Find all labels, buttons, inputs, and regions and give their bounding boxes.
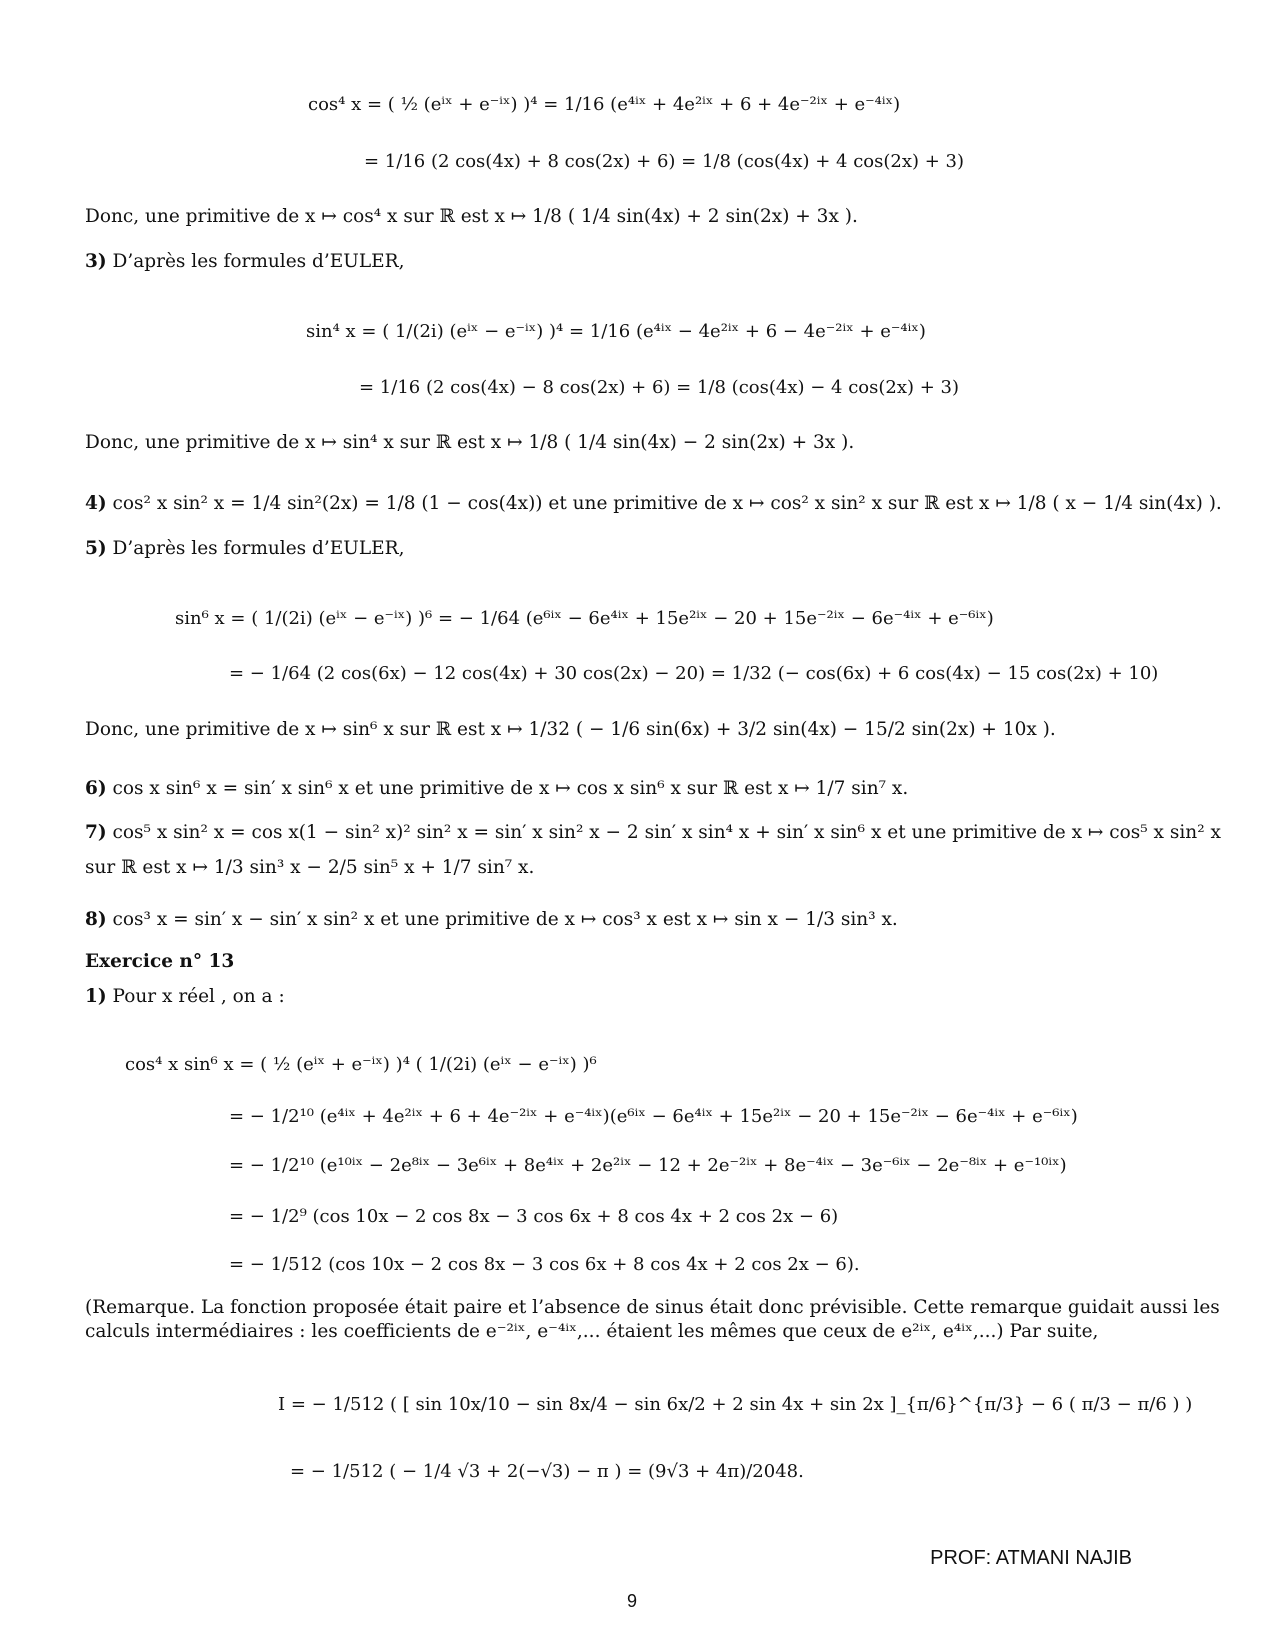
exercise-13-heading: [85, 950, 1275, 974]
sin6-expansion-line-1: sin⁶ x = ( 1/(2i) (eⁱˣ − e⁻ⁱˣ) )⁶ = − 1/64 (e⁶ⁱˣ − 6e⁴ⁱˣ + 15e²ⁱˣ − 20 + 15e⁻²ⁱˣ − 6e⁻⁴ⁱˣ + e⁻⁶ⁱˣ): [175, 608, 994, 629]
sin4-expansion-line-2: = 1/16 (2 cos(4x) − 8 cos(2x) + 6) = 1/8 (cos(4x) − 4 cos(2x) + 3): [359, 377, 959, 398]
question-4: [85, 492, 1275, 516]
cos4-expansion-line-1: cos⁴ x = ( ½ (eⁱˣ + e⁻ⁱˣ) )⁴ = 1/16 (e⁴ⁱˣ + 4e²ⁱˣ + 6 + 4e⁻²ⁱˣ + e⁻⁴ⁱˣ): [308, 94, 901, 115]
product-expansion-line-2: = − 1/2¹⁰ (e⁴ⁱˣ + 4e²ⁱˣ + 6 + 4e⁻²ⁱˣ + e⁻⁴ⁱˣ)(e⁶ⁱˣ − 6e⁴ⁱˣ + 15e²ⁱˣ − 20 + 15e⁻²ⁱˣ − 6e⁻⁴ⁱˣ + e⁻⁶ⁱˣ): [229, 1106, 1078, 1127]
product-expansion-line-5: = − 1/512 (cos 10x − 2 cos 8x − 3 cos 6x + 8 cos 4x + 2 cos 2x − 6).: [229, 1254, 860, 1275]
question-7-line-1: [85, 821, 1275, 845]
sin6-expansion-line-2: = − 1/64 (2 cos(6x) − 12 cos(4x) + 30 cos(2x) − 20) = 1/32 (− cos(6x) + 6 cos(4x) − 15 cos(2x) + 10): [229, 663, 1159, 684]
question-5: [85, 537, 1275, 561]
remark-line-2: calculs intermédiaires : les coefficients de e⁻²ⁱˣ, e⁻⁴ⁱˣ,... étaient les mêmes que ceux de e²ⁱˣ, e⁴ⁱˣ,...) Par suite,: [85, 1321, 1099, 1342]
question-number: 7): [85, 822, 107, 843]
sin4-expansion-line-1: sin⁴ x = ( 1/(2i) (eⁱˣ − e⁻ⁱˣ) )⁴ = 1/16 (e⁴ⁱˣ − 4e²ⁱˣ + 6 − 4e⁻²ⁱˣ + e⁻⁴ⁱˣ): [306, 321, 926, 342]
question-number: 5): [85, 538, 107, 559]
product-expansion-line-1: cos⁴ x sin⁶ x = ( ½ (eⁱˣ + e⁻ⁱˣ) )⁴ ( 1/(2i) (eⁱˣ − e⁻ⁱˣ) )⁶: [125, 1054, 597, 1075]
integral-line-2: = − 1/512 ( − 1/4 √3 + 2(−√3) − π ) = (9√3 + 4π)/2048.: [290, 1461, 804, 1482]
question-number: 6): [85, 778, 107, 799]
question-7-line-2: sur ℝ est x ↦ 1/3 sin³ x − 2/5 sin⁵ x + 1/7 sin⁷ x.: [85, 857, 535, 878]
product-expansion-line-4: = − 1/2⁹ (cos 10x − 2 cos 8x − 3 cos 6x + 8 cos 4x + 2 cos 2x − 6): [229, 1206, 839, 1227]
question-number: 8): [85, 909, 107, 930]
exercise-title: Exercice n° 13: [85, 951, 235, 972]
question-8: [85, 908, 1275, 932]
question-text: cos³ x = sin′ x − sin′ x sin² x et une primitive de x ↦ cos³ x est x ↦ sin x − 1/3 sin³ x.: [112, 909, 898, 930]
question-6: [85, 777, 1275, 801]
cos4-expansion-line-2: = 1/16 (2 cos(4x) + 8 cos(2x) + 6) = 1/8 (cos(4x) + 4 cos(2x) + 3): [364, 151, 964, 172]
question-text: cos x sin⁶ x = sin′ x sin⁶ x et une primitive de x ↦ cos x sin⁶ x sur ℝ est x ↦ 1/7 sin⁷ x.: [112, 778, 909, 799]
page-number: 9: [627, 1591, 638, 1611]
cos4-primitive-conclusion: Donc, une primitive de x ↦ cos⁴ x sur ℝ est x ↦ 1/8 ( 1/4 sin(4x) + 2 sin(2x) + 3x ).: [85, 206, 858, 227]
author-credit: PROF: ATMANI NAJIB: [930, 1547, 1132, 1569]
question-number: 3): [85, 251, 107, 272]
question-text: Pour x réel , on a :: [112, 986, 285, 1007]
question-number: 1): [85, 986, 107, 1007]
question-text: cos² x sin² x = 1/4 sin²(2x) = 1/8 (1 − cos(4x)) et une primitive de x ↦ cos² x sin² x sur ℝ est x ↦ 1/8 ( x − 1/4 sin(4x) ).: [112, 493, 1222, 514]
sin4-primitive-conclusion: Donc, une primitive de x ↦ sin⁴ x sur ℝ est x ↦ 1/8 ( 1/4 sin(4x) − 2 sin(2x) + 3x ).: [85, 432, 855, 453]
question-text: D’après les formules d’EULER,: [112, 538, 405, 559]
remark-line-1: (Remarque. La fonction proposée était paire et l’absence de sinus était donc prévisible. Cette remarque guidait aussi les: [85, 1297, 1220, 1318]
product-expansion-line-3: = − 1/2¹⁰ (e¹⁰ⁱˣ − 2e⁸ⁱˣ − 3e⁶ⁱˣ + 8e⁴ⁱˣ + 2e²ⁱˣ − 12 + 2e⁻²ⁱˣ + 8e⁻⁴ⁱˣ − 3e⁻⁶ⁱˣ − 2e⁻⁸ⁱˣ + e⁻¹⁰ⁱˣ): [229, 1155, 1067, 1176]
exercise-13-question-1: [85, 985, 1275, 1009]
question-number: 4): [85, 493, 107, 514]
question-text: D’après les formules d’EULER,: [112, 251, 405, 272]
integral-line-1: I = − 1/512 ( [ sin 10x/10 − sin 8x/4 − sin 6x/2 + 2 sin 4x + sin 2x ]_{π/6}^{π/3} − 6 ( π/3 − π/6 ) ): [278, 1394, 1193, 1415]
question-text: cos⁵ x sin² x = cos x(1 − sin² x)² sin² x = sin′ x sin² x − 2 sin′ x sin⁴ x + sin′ x sin⁶ x et une primitive de x ↦ cos⁵ x sin² x: [112, 822, 1221, 843]
question-3: [85, 250, 1275, 274]
sin6-primitive-conclusion: Donc, une primitive de x ↦ sin⁶ x sur ℝ est x ↦ 1/32 ( − 1/6 sin(6x) + 3/2 sin(4x) − 15/2 sin(2x) + 10x ).: [85, 719, 1056, 740]
